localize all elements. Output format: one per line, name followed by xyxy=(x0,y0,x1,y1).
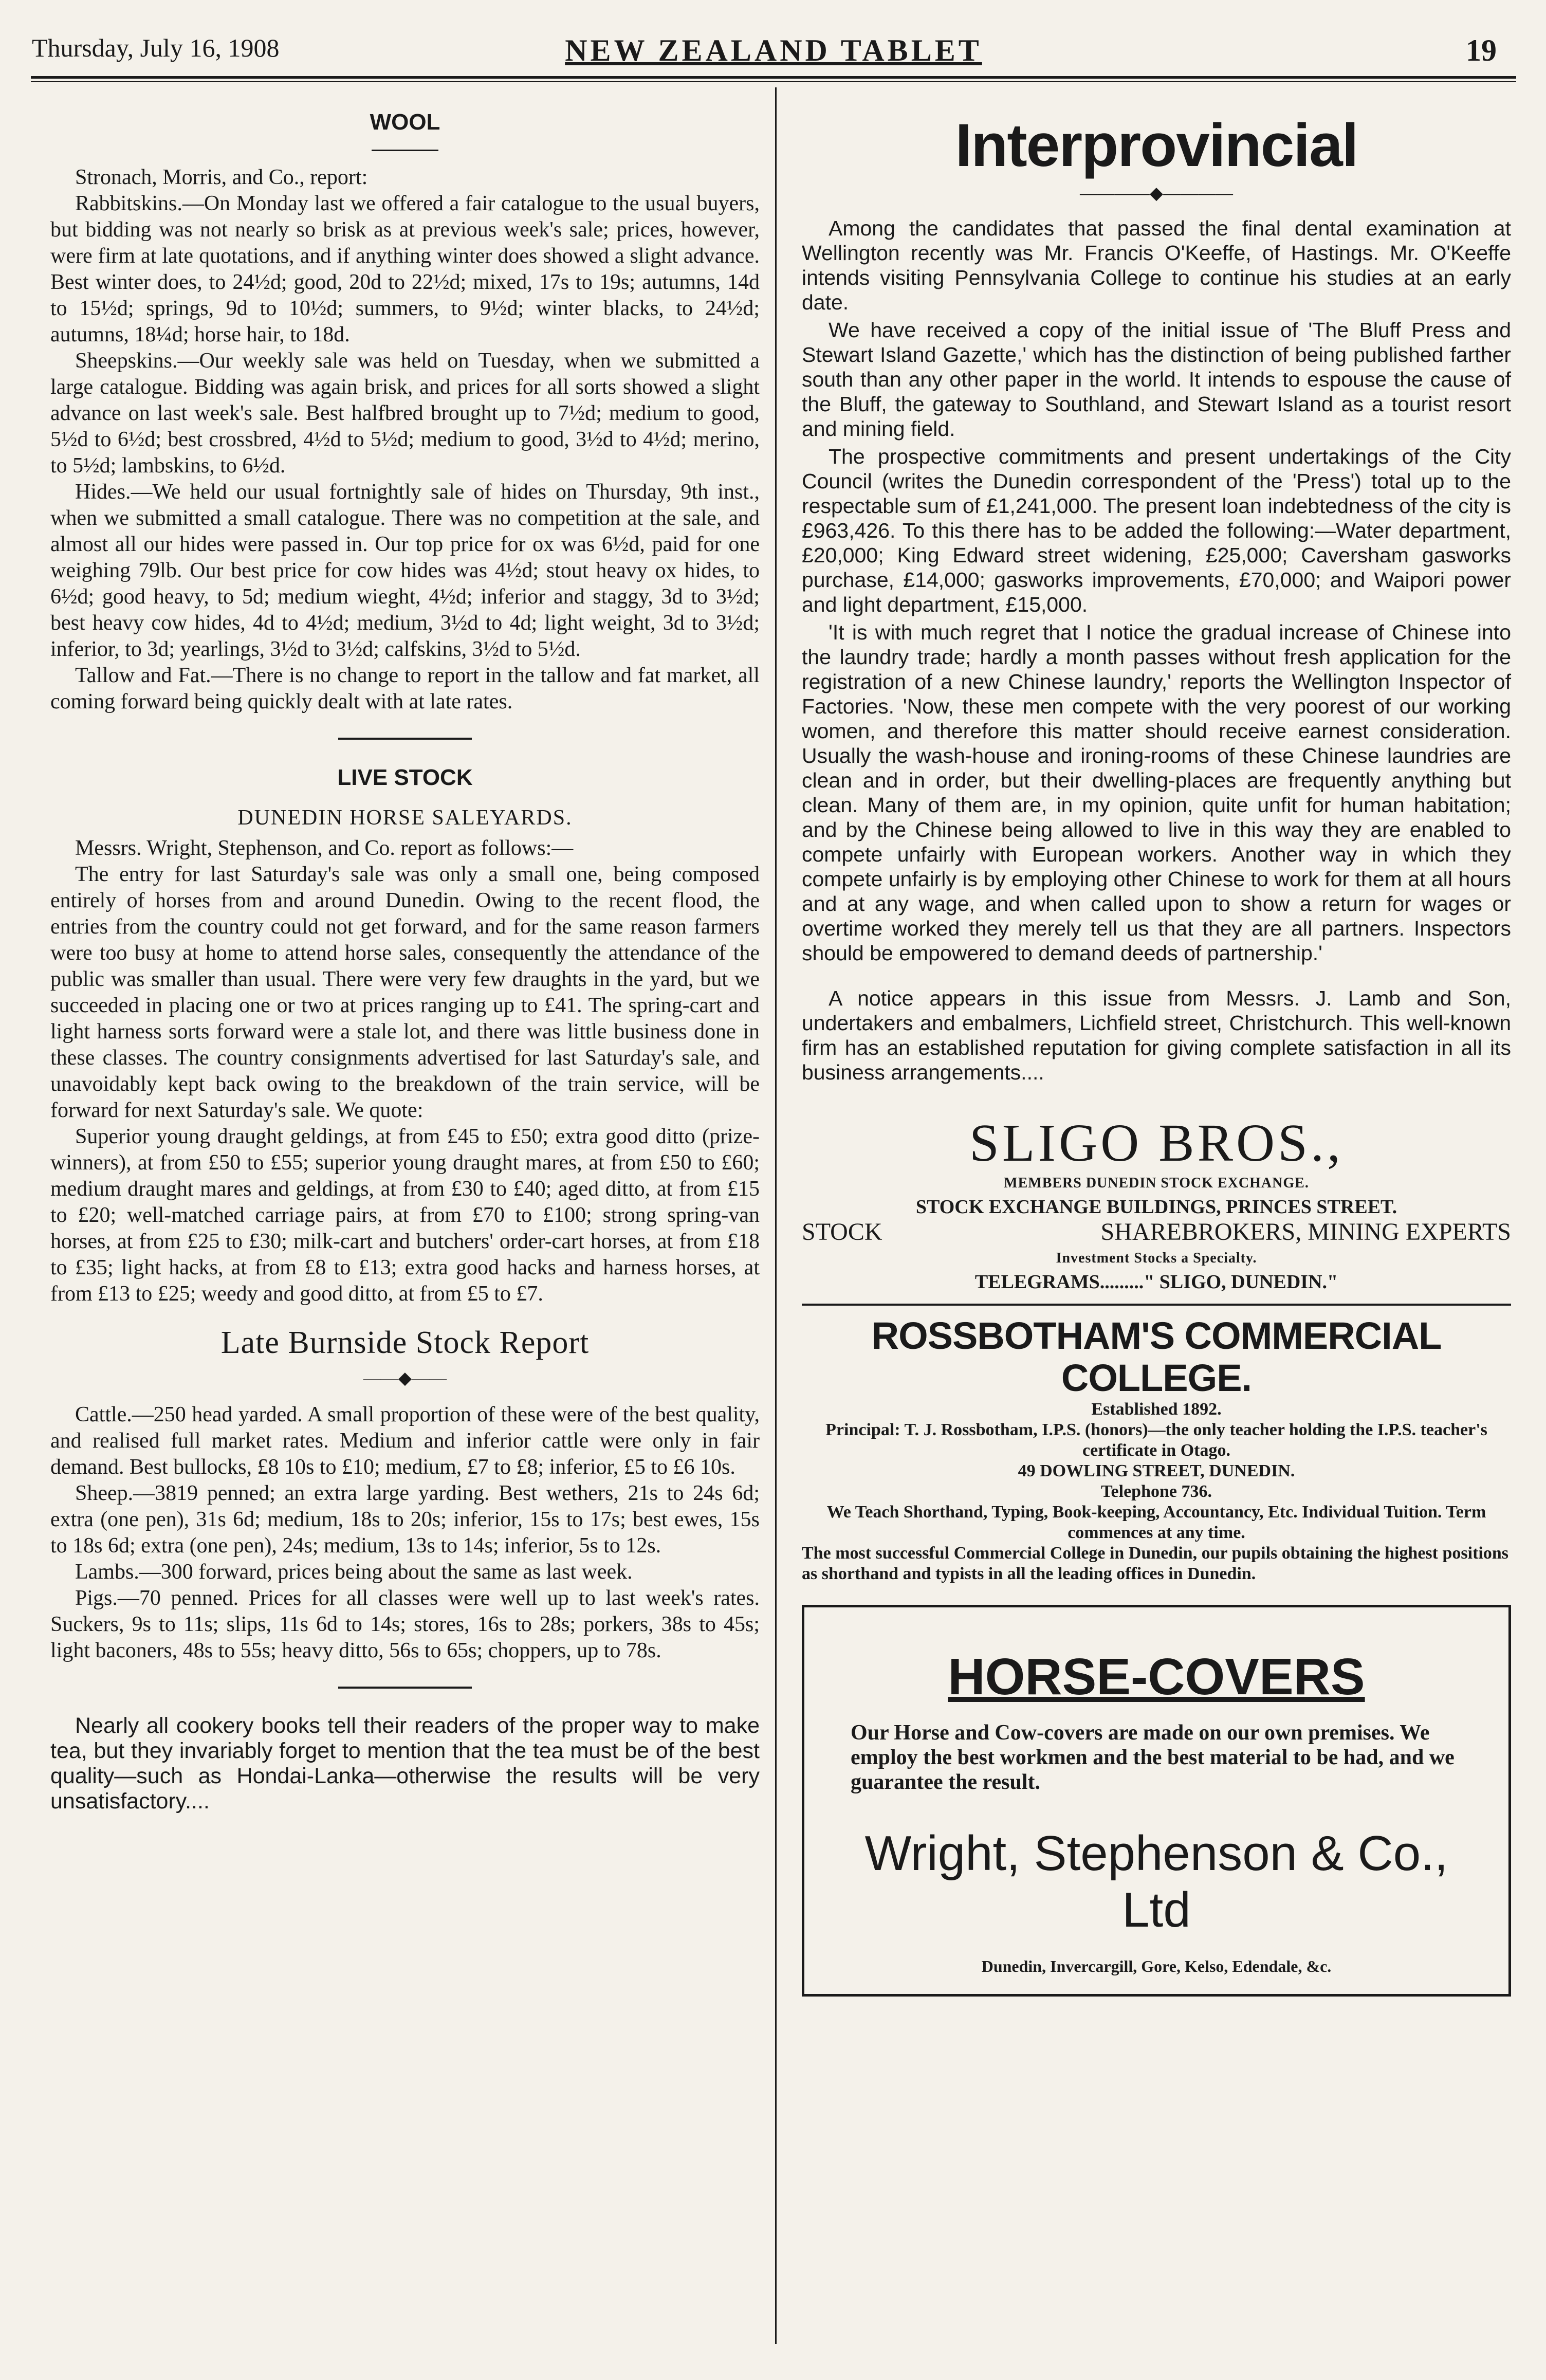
sligo-experts: SHAREBROKERS, MINING EXPERTS xyxy=(1100,1218,1511,1246)
rossbotham-address: 49 DOWLING STREET, DUNEDIN. xyxy=(1018,1461,1295,1480)
issue-date: Thursday, July 16, 1908 xyxy=(32,33,280,62)
interprovincial-heading: Interprovincial xyxy=(955,112,1358,179)
rossbotham-title: ROSSBOTHAM'S COMMERCIAL COLLEGE. xyxy=(802,1304,1511,1399)
livestock-subheading: DUNEDIN HORSE SALEYARDS. xyxy=(237,806,573,830)
sligo-stock: STOCK xyxy=(802,1218,882,1246)
wool-hides: Hides.—We held our usual fortnightly sale of hides on Thursday, 9th inst., when we submitted a small catalogue. There was no competition at the sale, and almost all our hides were passed in. Our top price for ox was 6½d, paid for one weighing 79lb. Our best price for cow hides was 4½d; stout heavy ox hides, to 6½d; good heavy, to 5d; medium wieght, 4½d; inferior and staggy, 3d to 3½d; best heavy cow hides, 4d to 4½d; medium, 3½d to 4d; light weight, 3d to 3½d; inferior, to 3d; yearlings, 3½d to 3½d; calfskins, 3½d to 5½d. xyxy=(50,480,760,661)
sligo-name: SLIGO BROS., xyxy=(969,1113,1343,1173)
rossbotham-success: The most successful Commercial College in Dunedin, our pupils obtaining the highest positions as shorthand and typists in all the leading offices in Dunedin. xyxy=(802,1544,1508,1583)
wool-sheepskins: Sheepskins.—Our weekly sale was held on Tuesday, when we submitted a large catalogue. Bidding was again brisk, and prices for all sorts showed a slight advance on last week's sale. Best halfbred brought up to 7½d; medium to good, 5½d to 6½d; best crossbred, 4½d to 5½d; medium to good, 3½d to 4½d; merino, to 5½d; lambskins, to 6½d. xyxy=(50,349,760,478)
burnside-sheep: Sheep.—3819 penned; an extra large yarding. Best wethers, 21s to 24s 6d; extra (one pen), 31s 6d; medium, 18s to 20s; inferior, 15s to 17s; best ewes, 15s to 18s 6d; extra (one pen), 24s; medium, 13s to 14s; inferior, 5s to 12s. xyxy=(50,1481,760,1558)
livestock-heading: LIVE STOCK xyxy=(337,765,473,790)
sligo-address: STOCK EXCHANGE BUILDINGS, PRINCES STREET. xyxy=(915,1196,1397,1218)
rossbotham-established: Established 1892. xyxy=(1091,1400,1222,1419)
livestock-report: The entry for last Saturday's sale was only a small one, being composed entirely of horses from and around Dunedin. Owing to the recent flood, the entries from the country could not get forward, and for the same reason farmers were too busy at home to attend horse sales, consequently the attendance of the public was smaller than usual. There were very few draughts in the yard, but we succeeded in placing one or two at prices ranging up to £41. The spring-cart and light harness sorts forward were a stale lot, and there was little business done in these classes. The country consignments advertised for last Saturday's sale, and unavoidably kept back owing to the breakdown of the train service, will be forward for next Saturday's sale. We quote: xyxy=(50,863,760,1122)
wool-heading: WOOL xyxy=(370,109,440,135)
rossbotham-principal: Principal: T. J. Rossbotham, I.P.S. (honors)—the only teacher holding the I.P.S. teacher's certificate in Otago. xyxy=(825,1420,1487,1460)
sligo-investment: Investment Stocks a Specialty. xyxy=(1056,1250,1257,1266)
left-column xyxy=(50,107,760,1814)
sligo-telegrams: TELEGRAMS........." SLIGO, DUNEDIN." xyxy=(974,1271,1338,1293)
wool-rule xyxy=(372,150,438,151)
livestock-quotes: Superior young draught geldings, at from £45 to £50; extra good ditto (prize-winners), at from £50 to £55; superior young draught mares, at from £50 to £60; medium draught mares and geldings, at from £30 to £40; aged ditto, at from £15 to £20; well-matched carriage pairs, at from £70 to £100; strong spring-van horses, at from £25 to £30; milk-cart and butchers' order-cart horses, at from £18 to £35; light hacks, at from £8 to £13; extra good hacks and harness horses, at from £13 to £25; weedy and good ditto, at from £5 to £7. xyxy=(50,1125,760,1306)
wright-stephenson-name: Wright, Stephenson & Co., Ltd xyxy=(864,1826,1448,1937)
horse-covers-title: HORSE-COVERS xyxy=(948,1648,1365,1706)
section-divider xyxy=(338,738,472,740)
sligo-advert xyxy=(802,1115,1511,1293)
rossbotham-telephone: Telephone 736. xyxy=(1100,1482,1212,1501)
header-rule xyxy=(31,76,1516,79)
column-divider xyxy=(775,87,777,2344)
ip-chinese-laundry: 'It is with much regret that I notice the gradual increase of Chinese into the laundry trade; hardly a month passes without fresh application for the registration of a new Chinese laundry,' reports the Wellington Inspector of Factories. 'Now, these men compete with the very poorest of our working women, and therefore this matter should receive earnest consideration. Usually the wash-house and ironing-rooms of these Chinese laundries are clean and in order, but their dwelling-places are frequently anything but clean. Many of them are, in my opinion, quite unfit for human habitation; and by the Chinese being allowed to live in this way they are enabled to compete unfairly with European workers. Another way in which they compete unfairly is by employing other Chinese to work for them at all hours and at any wage, and when called upon to show a return for wages or overtime worked they merely tell us that they are all partners. Inspectors should be empowered to demand deeds of partnership.' xyxy=(802,620,1511,965)
wright-stephenson-locations: Dunedin, Invercargill, Gore, Kelso, Edendale, &c. xyxy=(981,1957,1332,1975)
masthead-title: NEW ZEALAND TABLET xyxy=(565,33,982,67)
diamond-ornament: ————◆———— xyxy=(1079,184,1234,203)
livestock-intro: Messrs. Wright, Stephenson, and Co. report as follows:— xyxy=(75,836,574,860)
ip-bluff-press: We have received a copy of the initial issue of 'The Bluff Press and Stewart Island Gazette,' which has the distinction of being published farther south than any other paper in the world. It intends to espouse the cause of the Bluff, the gateway to Southland, and Stewart Island as a tourist resort and mining field. xyxy=(802,318,1511,441)
wool-tallow: Tallow and Fat.—There is no change to report in the tallow and fat market, all coming forward being quickly dealt with at late rates. xyxy=(50,664,760,713)
header-rule-thin xyxy=(31,81,1516,82)
burnside-pigs: Pigs.—70 penned. Prices for all classes were well up to last week's rates. Suckers, 9s to 11s; slips, 11s 6d to 14s; stores, 16s to 28s; porkers, 38s to 45s; light baconers, 48s to 55s; heavy ditto, 56s to 65s; choppers, up to 78s. xyxy=(50,1586,760,1662)
diamond-ornament: ——◆—— xyxy=(363,1369,447,1388)
section-divider xyxy=(338,1687,472,1689)
wool-rabbitskins: Rabbitskins.—On Monday last we offered a fair catalogue to the usual buyers, but bidding was not nearly so brisk as at previous week's sale; prices, however, were firm at late quotations, and if anything winter does showed a slight advance. Best winter does, to 24½d; good, 20d to 22½d; mixed, 17s to 19s; autumns, 14d to 15½d; springs, 9d to 10½d; summers, to 9½d; winter blacks, to 24½d; autumns, 18¼d; horse hair, to 18d. xyxy=(50,192,760,346)
tea-note: Nearly all cookery books tell their readers of the proper way to make tea, but they invariably forget to mention that the tea must be of the best quality—such as Hondai-Lanka—otherwise the results will be very unsatisfactory.... xyxy=(50,1713,760,1814)
burnside-heading: Late Burnside Stock Report xyxy=(220,1325,590,1360)
sligo-members: MEMBERS DUNEDIN STOCK EXCHANGE. xyxy=(1004,1175,1309,1191)
ip-city-council: The prospective commitments and present undertakings of the City Council (writes the Dunedin correspondent of the 'Press') total up to the respectable sum of £1,241,000. The present loan indebtedness of the city is £963,426. To this there has to be added the following:—Water department, £20,000; King Edward street widening, £25,000; Caversham gasworks purchase, £14,000; gasworks improvements, £70,000; and Waipori power and light department, £15,000. xyxy=(802,445,1511,616)
right-column xyxy=(802,107,1511,1997)
horse-covers-body: Our Horse and Cow-covers are made on our own premises. We employ the best workmen and the best material to be had, and we guarantee the result. xyxy=(851,1721,1455,1794)
rossbotham-advert xyxy=(802,1304,1511,1584)
page-number: 19 xyxy=(1466,33,1497,67)
wool-intro: Stronach, Morris, and Co., report: xyxy=(75,166,368,189)
rossbotham-teach: We Teach Shorthand, Typing, Book-keeping, Accountancy, Etc. Individual Tuition. Term commences at any time. xyxy=(826,1503,1486,1542)
ip-dental: Among the candidates that passed the final dental examination at Wellington recently was Mr. Francis O'Keeffe, of Hastings. Mr. O'Keeffe intends visiting Pennsylvania College to continue his studies at an early date. xyxy=(802,216,1511,314)
burnside-lambs: Lambs.—300 forward, prices being about the same as last week. xyxy=(75,1560,633,1584)
sligo-stockline xyxy=(802,1218,1511,1246)
burnside-cattle: Cattle.—250 head yarded. A small proportion of these were of the best quality, and realised full market rates. Medium and inferior cattle were only in fair demand. Best bullocks, £8 10s to £10; medium, £7 to £8; inferior, £5 to £6 10s. xyxy=(50,1403,760,1479)
ip-lamb-notice: A notice appears in this issue from Messrs. J. Lamb and Son, undertakers and embalmers, Lichfield street, Christchurch. This well-known firm has an established reputation for giving complete satisfaction in all its business arrangements.... xyxy=(802,986,1511,1084)
horse-covers-advert xyxy=(802,1605,1511,1997)
